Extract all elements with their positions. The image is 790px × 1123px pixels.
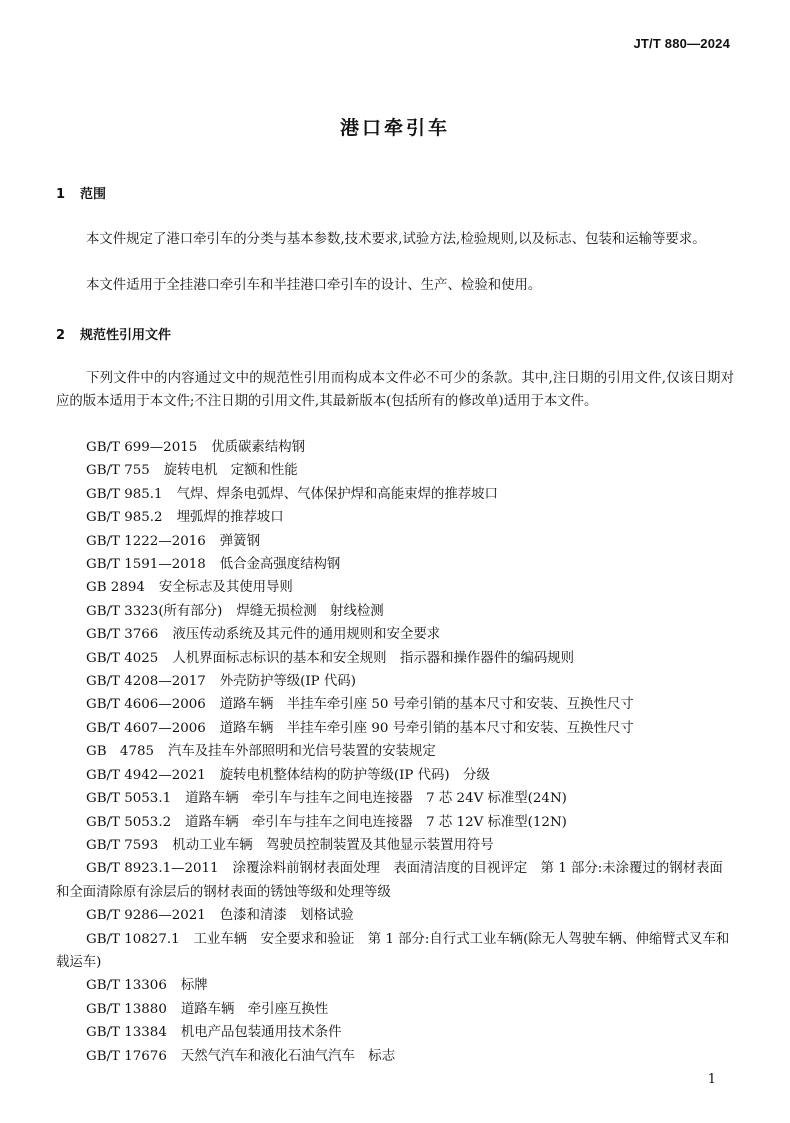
- reference-title: 低合金高强度结构钢: [219, 557, 341, 573]
- reference-code: GB/T 985.1: [86, 486, 163, 502]
- reference-title: 弹簧钢: [219, 533, 260, 549]
- reference-item: [56, 1045, 734, 1068]
- reference-code: GB/T 699—2015: [86, 440, 198, 455]
- section-2-heading: [56, 324, 171, 343]
- reference-title: 汽车及挂车外部照明和光信号装置的安装规定: [168, 744, 436, 760]
- reference-code: GB/T 4607—2006: [86, 720, 206, 736]
- reference-item: [56, 904, 734, 927]
- reference-code: GB/T 4025: [86, 650, 159, 666]
- reference-code: GB/T 3323(所有部分): [86, 603, 223, 619]
- document-title: 港口牵引车: [339, 117, 450, 139]
- reference-code: GB/T 8923.1—2011: [86, 861, 219, 877]
- reference-code: GB/T 3766: [86, 627, 159, 643]
- reference-item: [56, 670, 734, 693]
- reference-title: 旋转电机整体结构的防护等级(IP 代码) 分级: [219, 767, 490, 783]
- reference-code: GB 2894: [86, 580, 145, 596]
- reference-code: GB/T 4942—2021: [86, 767, 206, 783]
- reference-title: 色漆和清漆 划格试验: [219, 908, 354, 924]
- reference-code: GB/T 985.2: [86, 510, 163, 526]
- section-1-number: 1: [56, 187, 66, 202]
- reference-code: GB/T 9286—2021: [86, 908, 206, 924]
- reference-code: GB/T 4208—2017: [86, 674, 206, 690]
- reference-code: GB/T 13880: [86, 1001, 167, 1017]
- reference-item: [56, 436, 734, 459]
- reference-code: GB/T 755: [86, 463, 150, 479]
- reference-item: [56, 717, 734, 740]
- section-2-title: 规范性引用文件: [80, 328, 172, 343]
- reference-code: GB/T 17676: [86, 1048, 167, 1064]
- reference-title: 人机界面标志标识的基本和安全规则 指示器和操作器件的编码规则: [172, 650, 575, 666]
- reference-item: [56, 787, 734, 810]
- reference-item: [56, 530, 734, 553]
- reference-title: 道路车辆 牵引车与挂车之间电连接器 7 芯 12V 标准型(12N): [185, 814, 567, 830]
- reference-title: 外壳防护等级(IP 代码): [219, 674, 356, 690]
- standard-code-header: JT/T 880—2024: [633, 36, 730, 51]
- reference-title: 优质碳素结构钢: [211, 440, 305, 455]
- reference-title: 气焊、焊条电弧焊、气体保护焊和高能束焊的推荐坡口: [176, 486, 498, 502]
- reference-item: [56, 506, 734, 529]
- reference-item: [56, 764, 734, 787]
- reference-title: 旋转电机 定额和性能: [163, 463, 298, 479]
- reference-item: [56, 647, 734, 670]
- reference-code: GB/T 7593: [86, 837, 159, 853]
- page-number: 1: [707, 1072, 716, 1087]
- reference-item: [56, 1021, 734, 1044]
- reference-title: 工业车辆 安全要求和验证 第 1 部分:自行式工业车辆(除无人驾驶车辆、伸缩臂式叉车和载运车): [56, 931, 730, 970]
- reference-title: 埋弧焊的推荐坡口: [176, 510, 284, 526]
- reference-item: [56, 834, 734, 857]
- reference-title: 天然气汽车和液化石油气汽车 标志: [180, 1048, 396, 1064]
- reference-code: GB/T 13306: [86, 978, 167, 994]
- reference-title: 焊缝无损检测 射线检测: [236, 603, 384, 619]
- reference-title: 道路车辆 半挂车牵引座 50 号牵引销的基本尺寸和安装、互换性尺寸: [219, 697, 634, 713]
- reference-item: [56, 459, 734, 482]
- reference-title: 道路车辆 牵引车与挂车之间电连接器 7 芯 24V 标准型(24N): [185, 791, 567, 807]
- reference-code: GB/T 5053.2: [86, 814, 172, 830]
- reference-title: 涂覆涂料前钢材表面处理 表面清洁度的目视评定 第 1 部分:未涂覆过的钢材表面和全面清除原有涂层后的钢材表面的锈蚀等级和处理等级: [56, 861, 723, 900]
- reference-item: [56, 600, 734, 623]
- reference-item: [56, 998, 734, 1021]
- reference-item: [56, 928, 734, 975]
- reference-item: [56, 811, 734, 834]
- reference-code: GB/T 13384: [86, 1025, 167, 1041]
- section-1-paragraph-2: 本文件适用于全挂港口牵引车和半挂港口牵引车的设计、生产、检验和使用。: [86, 278, 542, 293]
- reference-code: GB/T 1591—2018: [86, 557, 206, 573]
- reference-title: 机动工业车辆 驾驶员控制装置及其他显示装置用符号: [172, 837, 494, 853]
- reference-code: GB 4785: [86, 744, 155, 760]
- reference-title: 安全标志及其使用导则: [158, 580, 293, 596]
- reference-title: 道路车辆 牵引座互换性: [180, 1001, 329, 1017]
- section-2-number: 2: [56, 328, 66, 343]
- reference-code: GB/T 5053.1: [86, 791, 172, 807]
- reference-list: [56, 436, 734, 1068]
- reference-item: [56, 857, 734, 904]
- reference-code: GB/T 4606—2006: [86, 697, 206, 713]
- reference-item: [56, 576, 734, 599]
- reference-title: 机电产品包装通用技术条件: [180, 1025, 342, 1041]
- section-2-intro: 下列文件中的内容通过文中的规范性引用而构成本文件必不可少的条款。其中,注日期的引用文件,仅该日期对应的版本适用于本文件;不注日期的引用文件,其最新版本(包括所有的修改单)适用于本文件。: [56, 371, 734, 409]
- reference-item: [56, 974, 734, 997]
- reference-item: [56, 693, 734, 716]
- reference-title: 标牌: [180, 978, 208, 994]
- section-1-title: 范围: [80, 187, 107, 202]
- reference-code: GB/T 1222—2016: [86, 533, 206, 549]
- reference-item: [56, 623, 734, 646]
- reference-title: 液压传动系统及其元件的通用规则和安全要求: [172, 627, 441, 643]
- section-1-heading: [56, 183, 106, 202]
- reference-item: [56, 483, 734, 506]
- reference-title: 道路车辆 半挂车牵引座 90 号牵引销的基本尺寸和安装、互换性尺寸: [219, 720, 634, 736]
- reference-item: [56, 740, 734, 763]
- reference-code: GB/T 10827.1: [86, 931, 180, 947]
- reference-item: [56, 553, 734, 576]
- section-1-paragraph-1: 本文件规定了港口牵引车的分类与基本参数,技术要求,试验方法,检验规则,以及标志、包装和运输等要求。: [86, 232, 706, 247]
